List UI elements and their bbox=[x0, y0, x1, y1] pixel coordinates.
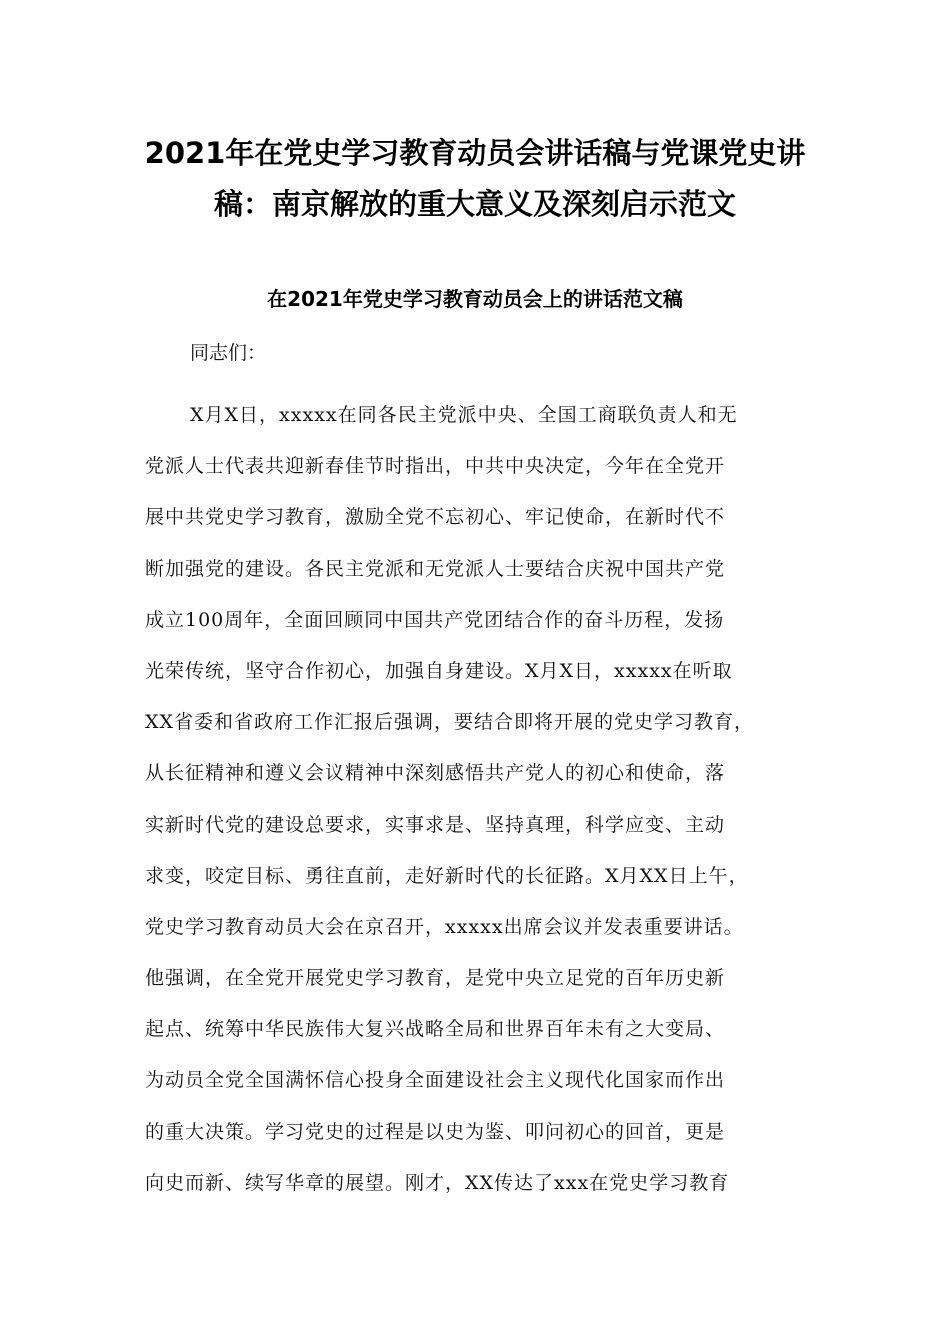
speech-subtitle: 在2021年党史学习教育动员会上的讲话范文稿 bbox=[267, 287, 683, 311]
paragraph-line: 成立100周年，全面回顾同中国共产党团结合作的奋斗历程，发扬 bbox=[145, 608, 725, 631]
paragraph-line: 的重大决策。学习党史的过程是以史为鉴、叩问初心的回首，更是 bbox=[145, 1120, 726, 1143]
paragraph-line: XX省委和省政府工作汇报后强调，要结合即将开展的党史学习教育， bbox=[145, 711, 755, 734]
salutation: 同志们： bbox=[190, 342, 267, 364]
paragraph-line: 求变，咬定目标、勇往直前，走好新时代的长征路。X月XX日上午， bbox=[145, 864, 749, 887]
paragraph-line: 向史而新、续写华章的展望。刚才，XX传达了xxx在党史学习教育 bbox=[145, 1171, 730, 1194]
paragraph-line: X月X日，xxxxx在同各民主党派中央、全国工商联负责人和无 bbox=[190, 404, 738, 426]
paragraph-line: 从长征精神和遵义会议精神中深刻感悟共产党人的初心和使命，落 bbox=[145, 762, 726, 785]
body-paragraph bbox=[145, 400, 805, 1219]
paragraph-line: 起点、统筹中华民族伟大复兴战略全局和世界百年未有之大变局、 bbox=[145, 1018, 726, 1041]
document-title-line-1: 2021年在党史学习教育动员会讲话稿与党课党史讲 bbox=[144, 136, 806, 170]
paragraph-line: 光荣传统，坚守合作初心，加强自身建设。X月X日，xxxxx在听取 bbox=[145, 659, 733, 682]
paragraph-line: 党派人士代表共迎新春佳节时指出，中共中央决定，今年在全党开 bbox=[145, 455, 726, 478]
paragraph-line: 党史学习教育动员大会在京召开，xxxxx出席会议并发表重要讲话。 bbox=[145, 915, 744, 938]
document-title bbox=[140, 128, 810, 230]
paragraph-line: 他强调，在全党开展党史学习教育，是党中央立足党的百年历史新 bbox=[145, 967, 726, 990]
document-title-line-2: 稿：南京解放的重大意义及深刻启示范文 bbox=[213, 187, 736, 221]
paragraph-line: 实新时代党的建设总要求，实事求是、坚持真理，科学应变、主动 bbox=[145, 813, 726, 836]
paragraph-line: 为动员全党全国满怀信心投身全面建设社会主义现代化国家而作出 bbox=[145, 1069, 726, 1092]
paragraph-line: 展中共党史学习教育，激励全党不忘初心、牢记使命，在新时代不 bbox=[145, 506, 726, 529]
paragraph-line: 断加强党的建设。各民主党派和无党派人士要结合庆祝中国共产党 bbox=[145, 557, 726, 580]
